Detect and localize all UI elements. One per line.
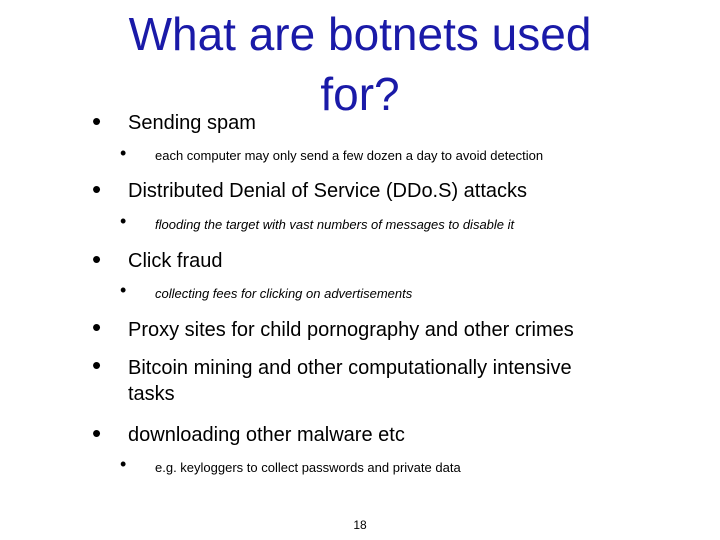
page-number: 18	[353, 518, 367, 532]
bullet-dot-icon: •	[92, 174, 102, 204]
bullet-dot-icon: •	[92, 312, 102, 342]
bullet-dot-icon: •	[92, 244, 102, 274]
sub-bullet-ddos-detail: flooding the target with vast numbers of messages to disable it	[155, 217, 515, 232]
bullet-bitcoin-mining-line-2: tasks	[128, 383, 175, 405]
bullet-dot-icon: •	[92, 106, 102, 136]
sub-bullet-dot-icon: •	[120, 280, 127, 300]
sub-bullet-dot-icon: •	[120, 143, 127, 163]
sub-bullet-malware-detail: e.g. keyloggers to collect passwords and private data	[155, 460, 461, 475]
bullet-ddos-attacks: Distributed Denial of Service (DDo.S) attacks	[128, 180, 528, 202]
bullet-sending-spam: Sending spam	[128, 112, 256, 134]
sub-bullet-spam-detail: each computer may only send a few dozen a day to avoid detection	[155, 148, 544, 163]
sub-bullet-click-fraud-detail: collecting fees for clicking on advertisements	[155, 286, 413, 301]
bullet-proxy-sites: Proxy sites for child pornography and other crimes	[128, 319, 574, 341]
bullet-bitcoin-mining-line-1: Bitcoin mining and other computationally intensive	[128, 357, 572, 379]
slide-title-line-1: What are botnets used	[128, 8, 592, 60]
bullet-dot-icon: •	[92, 350, 102, 380]
bullet-dot-icon: •	[92, 418, 102, 448]
slide-title-line-2: for?	[320, 68, 400, 120]
bullet-click-fraud: Click fraud	[128, 250, 223, 272]
bullet-downloading-malware: downloading other malware etc	[128, 424, 405, 446]
sub-bullet-dot-icon: •	[120, 211, 127, 231]
sub-bullet-dot-icon: •	[120, 454, 127, 474]
